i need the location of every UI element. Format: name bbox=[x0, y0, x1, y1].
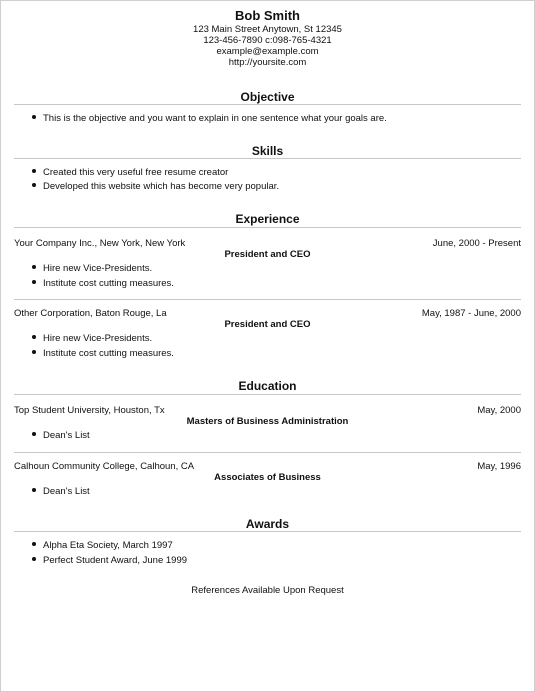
school-date: May, 2000 bbox=[477, 405, 521, 416]
list-item bbox=[32, 333, 152, 344]
list-item bbox=[32, 540, 173, 551]
bullet-icon bbox=[32, 183, 36, 187]
bullet-icon bbox=[32, 265, 36, 269]
section-divider bbox=[14, 531, 521, 532]
section-divider bbox=[14, 227, 521, 228]
award-text: Alpha Eta Society, March 1997 bbox=[43, 540, 173, 551]
section-divider bbox=[14, 104, 521, 105]
skill-text: Developed this website which has become very popular. bbox=[43, 181, 280, 192]
job-duty: Hire new Vice-Presidents. bbox=[43, 263, 153, 274]
entry-divider bbox=[14, 452, 521, 453]
references-note: References Available Upon Request bbox=[191, 585, 344, 596]
list-item bbox=[32, 430, 90, 441]
job-title: President and CEO bbox=[224, 249, 311, 260]
resume-name: Bob Smith bbox=[235, 8, 300, 23]
list-item bbox=[32, 167, 228, 178]
list-item bbox=[32, 348, 174, 359]
website: http://yoursite.com bbox=[228, 57, 307, 68]
bullet-icon bbox=[32, 488, 36, 492]
school-name: Top Student University, Houston, Tx bbox=[14, 405, 165, 416]
list-item bbox=[32, 278, 174, 289]
bullet-icon bbox=[32, 335, 36, 339]
job-duty: Institute cost cutting measures. bbox=[43, 348, 174, 359]
education-heading: Education bbox=[238, 379, 297, 393]
honor-text: Dean's List bbox=[43, 430, 90, 441]
skill-text: Created this very useful free resume creator bbox=[43, 167, 229, 178]
bullet-icon bbox=[32, 350, 36, 354]
bullet-icon bbox=[32, 542, 36, 546]
list-item bbox=[32, 486, 90, 497]
section-divider bbox=[14, 158, 521, 159]
award-text: Perfect Student Award, June 1999 bbox=[43, 555, 188, 566]
awards-heading: Awards bbox=[245, 517, 290, 531]
job-organization: Other Corporation, Baton Rouge, La bbox=[14, 308, 167, 319]
bullet-icon bbox=[32, 432, 36, 436]
email: example@example.com bbox=[216, 46, 319, 57]
list-item bbox=[32, 263, 152, 274]
bullet-icon bbox=[32, 280, 36, 284]
job-duty: Hire new Vice-Presidents. bbox=[43, 333, 153, 344]
list-item bbox=[32, 113, 387, 124]
job-title: President and CEO bbox=[224, 319, 311, 330]
honor-text: Dean's List bbox=[43, 486, 90, 497]
degree: Associates of Business bbox=[214, 472, 321, 483]
school-name: Calhoun Community College, Calhoun, CA bbox=[14, 461, 195, 472]
skills-heading: Skills bbox=[251, 144, 284, 158]
list-item bbox=[32, 181, 279, 192]
section-divider bbox=[14, 394, 521, 395]
job-duty: Institute cost cutting measures. bbox=[43, 278, 174, 289]
job-organization: Your Company Inc., New York, New York bbox=[14, 238, 186, 249]
bullet-icon bbox=[32, 115, 36, 119]
degree: Masters of Business Administration bbox=[186, 416, 349, 427]
school-date: May, 1996 bbox=[477, 461, 521, 472]
objective-heading: Objective bbox=[240, 90, 295, 104]
phone-numbers: 123-456-7890 c:098-765-4321 bbox=[203, 35, 332, 46]
address: 123 Main Street Anytown, St 12345 bbox=[193, 24, 342, 35]
objective-text: This is the objective and you want to explain in one sentence what your goals are. bbox=[43, 113, 387, 124]
job-dates: June, 2000 - Present bbox=[432, 238, 521, 249]
list-item bbox=[32, 555, 187, 566]
job-dates: May, 1987 - June, 2000 bbox=[421, 308, 521, 319]
bullet-icon bbox=[32, 169, 36, 173]
entry-divider bbox=[14, 299, 521, 300]
experience-heading: Experience bbox=[235, 212, 300, 226]
bullet-icon bbox=[32, 557, 36, 561]
